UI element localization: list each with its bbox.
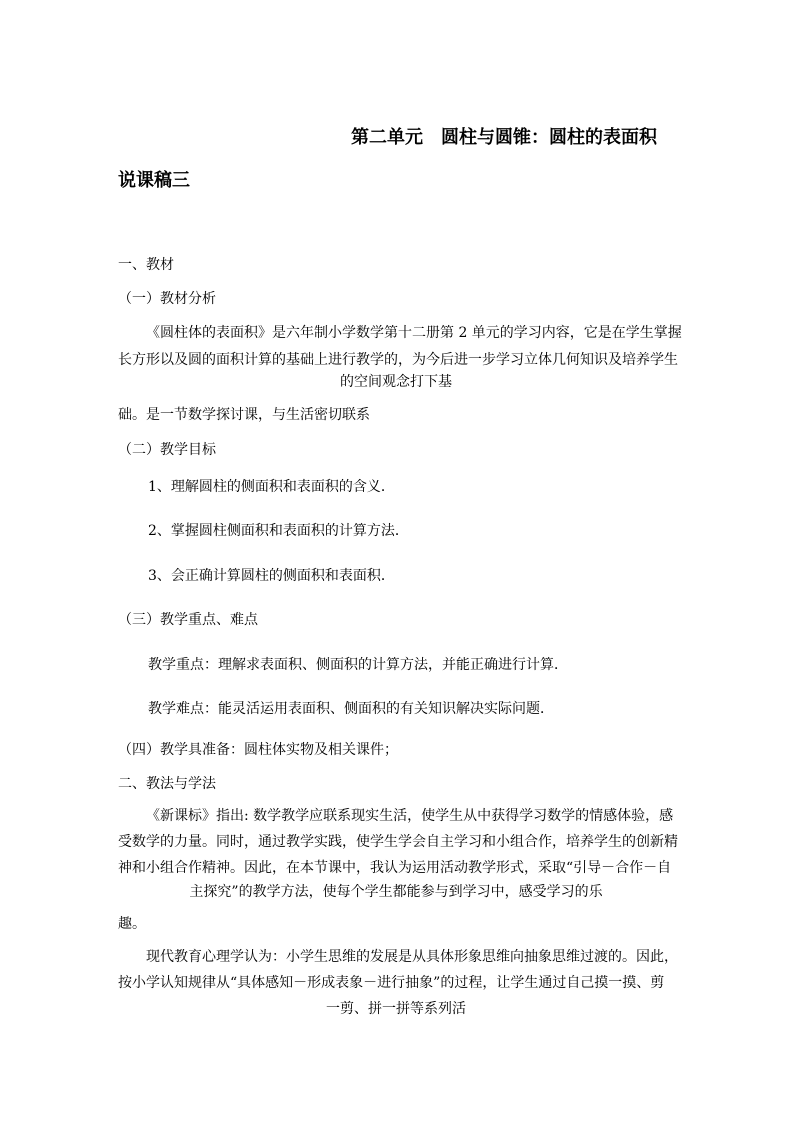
paragraph-line: 《圆柱体的表面积》是六年制小学数学第十二册第 2 单元的学习内容，它是在学生掌握	[146, 325, 682, 341]
paragraph-line: 一剪、拼一拼等系列活	[326, 1001, 466, 1017]
key-point-line: 教学重点：理解求表面积、侧面积的计算方法，并能正确进行计算．	[148, 657, 568, 673]
paragraph-line: 趣。	[118, 916, 146, 932]
section-heading: 一、教材	[118, 257, 174, 273]
paragraph-line: 长方形以及圆的面积计算的基础上进行教学的，为今后进一步学习立体几何知识及培养学生	[118, 352, 678, 368]
paragraph-line: 按小学认知规律从“具体感知－形成表象－进行抽象”的过程，让学生通过自己摸一摸、剪	[118, 975, 665, 991]
paragraph-line: 神和小组合作精神。因此，在本节课中，我认为运用活动教学形式，采取“引导－合作－自	[118, 860, 672, 876]
list-item: 3、会正确计算圆柱的侧面积和表面积．	[148, 568, 395, 584]
subsection-heading: （一）教材分析	[118, 291, 216, 307]
paragraph-line: 础。是一节数学探讨课，与生活密切联系	[118, 407, 370, 423]
paragraph-line: 主探究”的教学方法，使每个学生都能参与到学习中，感受学习的乐	[189, 884, 603, 900]
list-item: 1、理解圆柱的侧面积和表面积的含义．	[148, 479, 395, 495]
list-item: 2、掌握圆柱侧面积和表面积的计算方法．	[148, 523, 409, 539]
paragraph-line: 现代教育心理学认为：小学生思维的发展是从具体形象思维向抽象思维过渡的。因此，	[146, 949, 678, 965]
difficulty-line: 教学难点：能灵活运用表面积、侧面积的有关知识解决实际问题．	[148, 701, 554, 717]
page-subtitle: 说课稿三	[118, 170, 190, 191]
paragraph-line: 的空间观念打下基	[340, 374, 452, 390]
section-heading: 二、教法与学法	[118, 776, 216, 792]
paragraph-line: 受数学的力量。同时，通过教学实践，使学生学会自主学习和小组合作，培养学生的创新精	[118, 834, 678, 850]
page-title: 第二单元 圆柱与圆锥：圆柱的表面积	[351, 127, 657, 148]
subsection-heading: （二）教学目标	[118, 442, 216, 458]
paragraph-line: 《新课标》指出: 数学教学应联系现实生活，使学生从中获得学习数学的情感体验，感	[146, 808, 674, 824]
subsection-heading: （四）教学具准备：圆柱体实物及相关课件；	[118, 742, 398, 758]
subsection-heading: （三）教学重点、难点	[118, 612, 258, 628]
